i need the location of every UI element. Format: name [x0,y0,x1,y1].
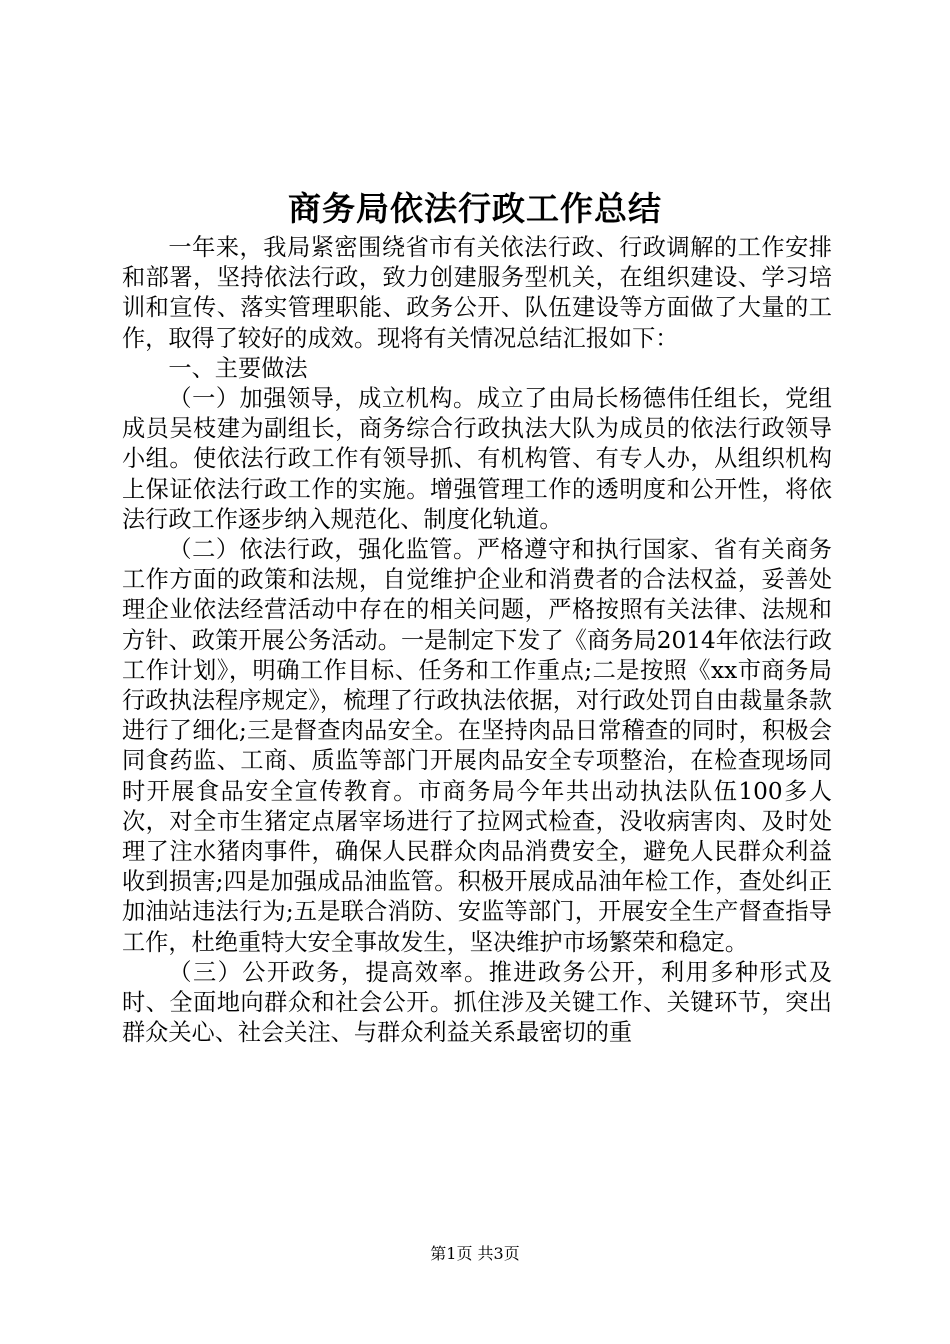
paragraph-leadership: （一）加强领导，成立机构。成立了由局长杨德伟任组长，党组成员吴枝建为副组长，商务综合行政执法大队为成员的依法行政领导小组。使依法行政工作有领导抓、有机构管、有专人办，从组织机构上保证依法行政工作的实施。增强管理工作的透明度和公开性，将依法行政工作逐步纳入规范化、制度化轨道。 [122,385,832,533]
paragraph-supervision: （二）依法行政，强化监管。严格遵守和执行国家、省有关商务工作方面的政策和法规，自觉维护企业和消费者的合法权益，妥善处理企业依法经营活动中存在的相关问题，严格按照有关法律、法规和方针、政策开展公务活动。一是制定下发了《商务局2014年依法行政工作计划》，明确工作目标、任务和工作重点;二是按照《xx市商务局行政执法程序规定》，梳理了行政执法依据，对行政处罚自由裁量条款进行了细化;三是督查肉品安全。在坚持肉品日常稽查的同时，积极会同食药监、工商、质监等部门开展肉品安全专项整治，在检查现场同时开展食品安全宣传教育。市商务局今年共出动执法队伍100多人次，对全市生猪定点屠宰场进行了拉网式检查，没收病害肉、及时处理了注水猪肉事件，确保人民群众肉品消费安全，避免人民群众利益收到损害;四是加强成品油监管。积极开展成品油年检工作，查处纠正加油站违法行为;五是联合消防、安监等部门，开展安全生产督查指导工作，杜绝重特大安全事故发生，坚决维护市场繁荣和稳定。 [122,536,832,956]
document-body [122,233,832,1048]
document-title: 商务局依法行政工作总结 [288,189,662,228]
page-number-footer: 第1页 共3页 [430,1244,520,1263]
paragraph-open-government: （三）公开政务，提高效率。推进政务公开，利用多种形式及时、全面地向群众和社会公开。抓住涉及关键工作、关键环节，突出群众关心、社会关注、与群众利益关系最密切的重 [122,958,832,1047]
section-heading-main-practices: 一、主要做法 [168,354,308,382]
paragraph-intro: 一年来，我局紧密围绕省市有关依法行政、行政调解的工作安排和部署，坚持依法行政，致力创建服务型机关，在组织建设、学习培训和宣传、落实管理职能、政务公开、队伍建设等方面做了大量的工作，取得了较好的成效。现将有关情况总结汇报如下： [122,234,832,352]
